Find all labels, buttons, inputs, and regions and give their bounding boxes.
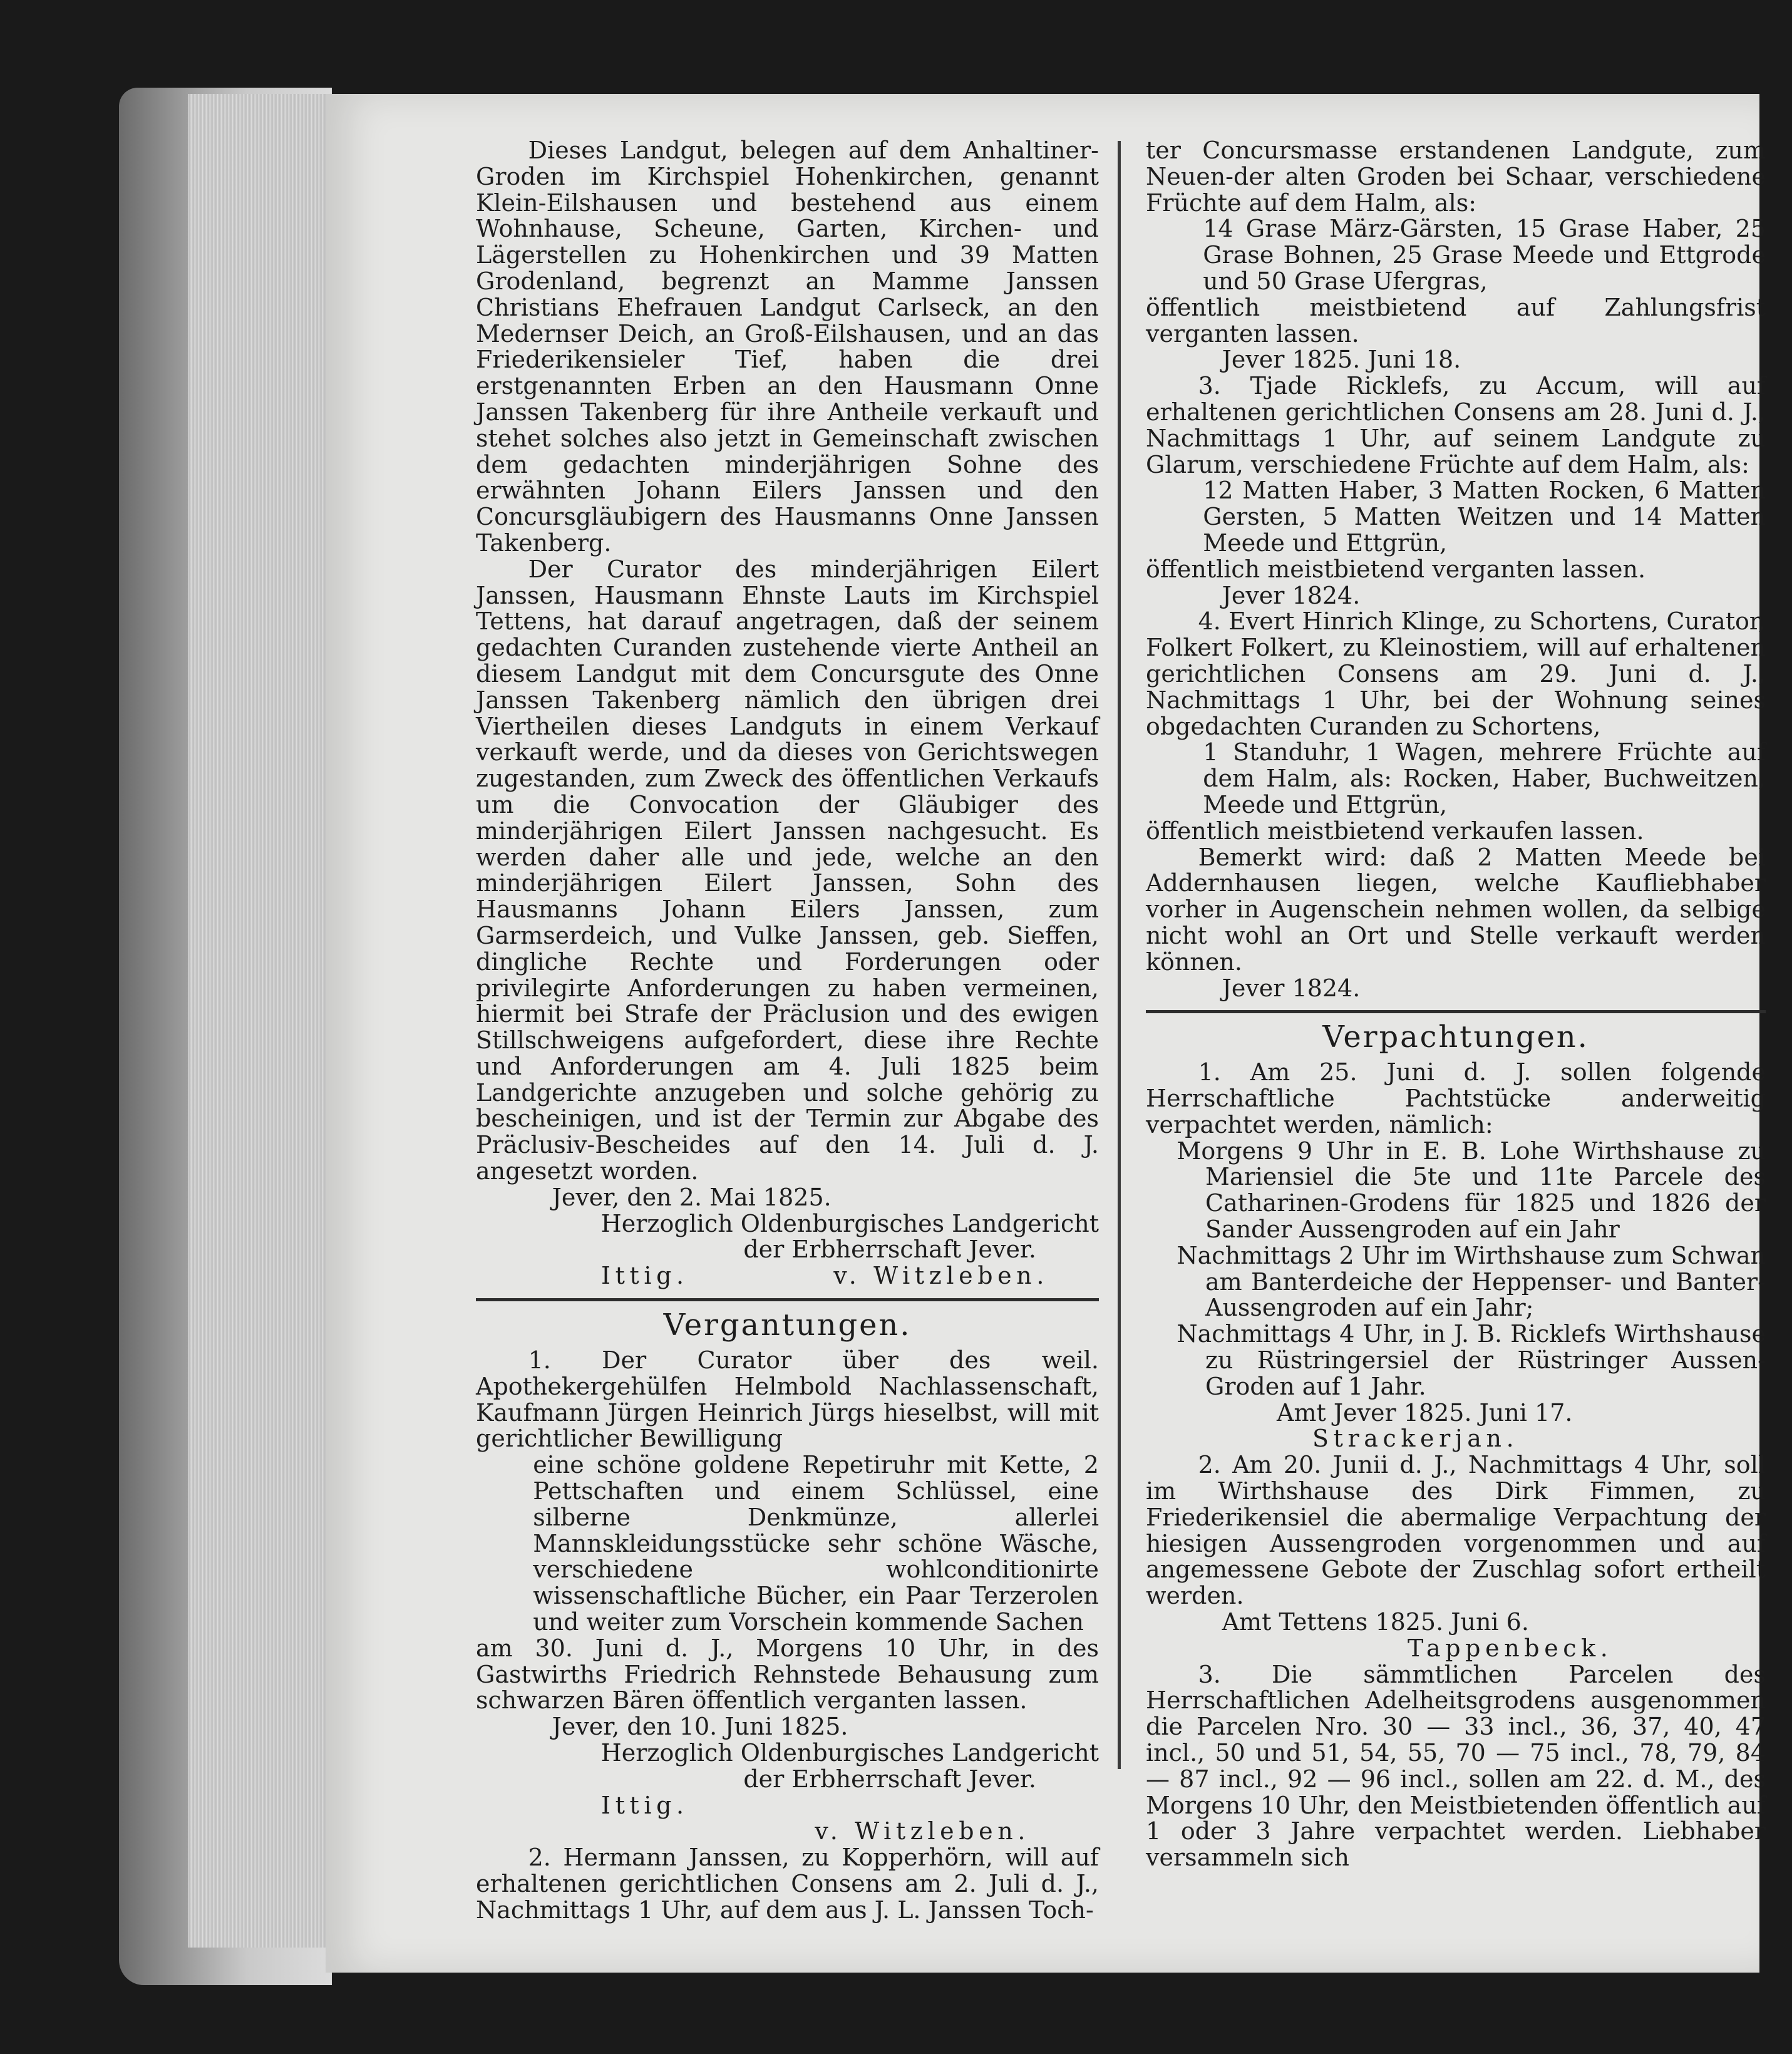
paragraph: öffentlich meistbietend verkaufen lassen. bbox=[1146, 817, 1644, 845]
item-list: 14 Grase März-Gärsten, 15 Grase Haber, 25 Grase Bohnen, 25 Grase Meede und Ettgrode und 50 Grase Ufergras, bbox=[1203, 215, 1766, 295]
signature: v. Witzleben. bbox=[815, 1817, 1030, 1845]
paragraph: 2. Hermann Janssen, zu Kopperhörn, will auf erhaltenen gerichtlichen Consens am 2. Juli d. J., Nachmittags 1 Uhr, auf dem aus J. L. Janssen Toch- bbox=[476, 1844, 1099, 1924]
date-line: Amt Tettens 1825. Juni 6. bbox=[1222, 1608, 1529, 1636]
signature-line bbox=[476, 1263, 1099, 1289]
section-heading: Verpachtungen. bbox=[1322, 1019, 1589, 1055]
paragraph: am 30. Juni d. J., Morgens 10 Uhr, in des Gastwirths Friedrich Rehnstede Behausung zum schwarzen Bären öffentlich verganten lassen. bbox=[476, 1634, 1099, 1715]
paragraph: 1. Am 25. Juni d. J. sollen folgende Herrschaftliche Pachtstücke anderweitig verpachtet werden, nämlich: bbox=[1146, 1058, 1766, 1138]
date-line: Jever 1825. Juni 18. bbox=[1222, 346, 1461, 374]
paragraph: 3. Die sämmtlichen Parcelen des Herrschaftlichen Adelheitsgrodens ausgenommen die Parcelen Nro. 30 — 33 incl., 36, 37, 40, 47 incl., 50 und 51, 54, 55, 70 — 75 incl., 78, 79, 84 — 87 incl., 92 — 96 incl., sollen am 22. d. M., des Morgens 10 Uhr, den Meistbietenden öffentlich auf 1 oder 3 Jahre verpachtet werden. Liebhaber versammeln sich bbox=[1146, 1660, 1766, 1872]
right-column bbox=[1146, 138, 1766, 1871]
signature: Ittig. bbox=[601, 1262, 689, 1290]
paragraph: Bemerkt wird: daß 2 Matten Meede bei Addernhausen liegen, welche Kaufliebhaber vorher in Augenschein nehmen wollen, da selbige nicht wohl an Ort und Stelle verkauft werden können. bbox=[1146, 843, 1766, 976]
paragraph: 3. Tjade Ricklefs, zu Accum, will auf erhaltenen gerichtlichen Consens am 28. Juni d. J., Nachmittags 1 Uhr, auf seinem Landgute zu Glarum, verschiedene Früchte auf dem Halm, als: bbox=[1146, 372, 1766, 478]
section-rule bbox=[476, 1298, 1099, 1301]
signature: Strackerjan. bbox=[1312, 1425, 1519, 1453]
item-list: 1 Standuhr, 1 Wagen, mehrere Früchte auf dem Halm, als: Rocken, Haber, Buchweitzen, Meede und Ettgrün, bbox=[1203, 738, 1766, 818]
court-line: der Erbherrschaft Jever. bbox=[743, 1765, 1036, 1793]
date-line: Jever, den 2. Mai 1825. bbox=[552, 1183, 832, 1211]
item-list: 12 Matten Haber, 3 Matten Rocken, 6 Matten Gersten, 5 Matten Weitzen und 14 Matten Meede und Ettgrün, bbox=[1203, 477, 1766, 557]
column-rule bbox=[1118, 141, 1121, 1769]
item-list: eine schöne goldene Repetiruhr mit Kette, 2 Pettschaften und einem Schlüssel, eine silberne Denkmünze, allerlei Mannskleidungsstücke sehr schöne Wäsche, verschiedene wohlconditionirte wissenschaftliche Bücher, ein Paar Terzerolen und weiter zum Vorschein kommende Sachen bbox=[533, 1451, 1099, 1636]
paragraph: Der Curator des minderjährigen Eilert Janssen, Hausmann Ehnste Lauts im Kirchspiel Tettens, hat darauf angetragen, daß der seinem gedachten Curanden zustehende vierte Antheil an diesem Landgut mit dem Concursgute des Onne Janssen Takenberg nämlich den übrigen drei Viertheilen dieses Landguts in einem Verkauf verkauft werde, und da dieses von Gerichtswegen zugestanden, zum Zweck des öffentlichen Verkaufs um die Convocation der Gläubiger des minderjährigen Eilert Janssen nachgesucht. Es werden daher alle und jede, welche an den minderjährigen Eilert Janssen, Sohn des Hausmanns Johann Eilers Janssen, zum Garmserdeich, und Vulke Janssen, geb. Sieffen, dingliche Rechte und Forderungen oder privilegirte Anforderungen zu haben vermeinen, hiermit bei Strafe der Präclusion und des ewigen Stillschweigens aufgefordert, diese ihre Rechte und Anforderungen am 4. Juli 1825 beim Landgerichte anzugeben und solche gehörig zu bescheinigen, und ist der Termin zur Abgabe des Präclusiv-Bescheides auf den 14. Juli d. J. angesetzt worden. bbox=[476, 555, 1099, 1185]
signature-line bbox=[476, 1793, 1099, 1819]
signature: v. Witzleben. bbox=[833, 1262, 1049, 1290]
section-heading: Vergantungen. bbox=[663, 1308, 912, 1343]
section-rule bbox=[1146, 1010, 1766, 1013]
paragraph: öffentlich meistbietend auf Zahlungsfrist verganten lassen. bbox=[1146, 293, 1766, 348]
date-line: Jever, den 10. Juni 1825. bbox=[552, 1713, 848, 1741]
list-item: Morgens 9 Uhr in E. B. Lohe Wirthshause zu Mariensiel die 5te und 11te Parcele des Catharinen-Grodens für 1825 und 1826 der Sander Aussengroden auf ein Jahr bbox=[1177, 1137, 1766, 1244]
date-line: Amt Jever 1825. Juni 17. bbox=[1277, 1398, 1573, 1427]
paragraph: ter Concursmasse erstandenen Landgute, zum Neuen-der alten Groden bei Schaar, verschiedene Früchte auf dem Halm, als: bbox=[1146, 137, 1766, 217]
signature: Tappenbeck. bbox=[1408, 1634, 1613, 1662]
paragraph: 2. Am 20. Junii d. J., Nachmittags 4 Uhr, soll im Wirthshause des Dirk Fimmen, zu Friederikensiel die abermalige Verpachtung der hiesigen Aussengroden vorgenommen und auf angemessene Gebote der Zuschlag sofort ertheilt werden. bbox=[1146, 1451, 1766, 1610]
paragraph: 1. Der Curator über des weil. Apothekergehülfen Helmbold Nachlassenschaft, Kaufmann Jürgen Heinrich Jürgs hieselbst, will mit gerichtlicher Bewilligung bbox=[476, 1346, 1099, 1453]
signature: Ittig. bbox=[601, 1791, 689, 1819]
court-line: Herzoglich Oldenburgisches Landgericht bbox=[600, 1739, 1099, 1767]
list-item: Nachmittags 2 Uhr im Wirthshause zum Schwan am Banterdeiche der Heppenser- und Banter-Aussengroden auf ein Jahr; bbox=[1177, 1241, 1766, 1322]
left-column bbox=[476, 138, 1099, 1924]
paragraph: Dieses Landgut, belegen auf dem Anhaltiner-Groden im Kirchspiel Hohenkirchen, genannt Klein-Eilshausen und bestehend aus einem Wohnhause, Scheune, Garten, Kirchen- und Lägerstellen zu Hohenkirchen und 39 Matten Grodenland, begrenzt an Mamme Janssen Christians Ehefrauen Landgut Carlseck, an den Medernser Deich, an Groß-Eilshausen, und an das Friederikensieler Tief, haben die drei erstgenannten Erben an den Hausmann Onne Janssen Takenberg für ihre Antheile verkauft und stehet solches also jetzt in Gemeinschaft zwischen dem gedachten minderjährigen Sohne des erwähnten Johann Eilers Janssen und den Concursgläubigern des Hausmanns Onne Janssen Takenberg. bbox=[476, 137, 1099, 557]
date-line: Jever 1824. bbox=[1222, 974, 1361, 1002]
court-line: der Erbherrschaft Jever. bbox=[743, 1236, 1036, 1264]
paragraph: 4. Evert Hinrich Klinge, zu Schortens, Curator, Folkert Folkert, zu Kleinostiem, will auf erhaltenen gerichtlichen Consens am 29. Juni d. J., Nachmittags 1 Uhr, bei der Wohnung seines obgedachten Curanden zu Schortens, bbox=[1146, 607, 1766, 740]
page-stack bbox=[188, 94, 338, 1948]
date-line: Jever 1824. bbox=[1222, 581, 1361, 609]
list-item: Nachmittags 4 Uhr, in J. B. Ricklefs Wirthshause zu Rüstringersiel der Rüstringer Aussen-Groden auf 1 Jahr. bbox=[1177, 1320, 1766, 1400]
paragraph: öffentlich meistbietend verganten lassen. bbox=[1146, 555, 1646, 583]
court-line: Herzoglich Oldenburgisches Landgericht bbox=[600, 1209, 1099, 1237]
page bbox=[326, 94, 1766, 1973]
